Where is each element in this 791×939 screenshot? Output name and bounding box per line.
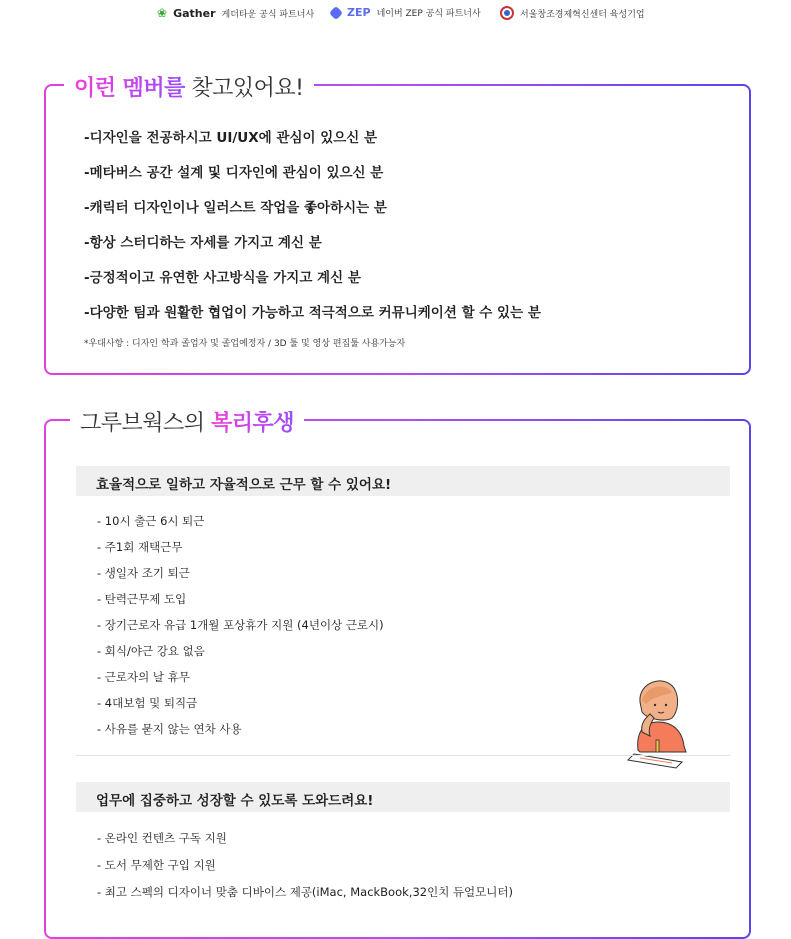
benefit-group-heading-text: 업무에 집중하고 성장할 수 있도록 도와드려요! bbox=[96, 793, 374, 809]
benefit-group-heading bbox=[76, 782, 730, 812]
partner-label: 네이버 ZEP 공식 파트너사 bbox=[376, 9, 481, 19]
benefit-item: - 생일자 조기 퇴근 bbox=[97, 566, 190, 580]
benefit-item: - 회식/야근 강요 없음 bbox=[97, 644, 205, 658]
benefits-title-text: 그루브웍스의 bbox=[80, 411, 212, 436]
section-divider bbox=[76, 755, 730, 756]
benefit-group-heading-text: 효율적으로 일하고 자율적으로 근무 할 수 있어요! bbox=[96, 477, 392, 493]
zep-icon bbox=[329, 5, 343, 19]
requirement-item: -메타버스 공간 설계 및 디자인에 관심이 있으신 분 bbox=[84, 165, 384, 181]
benefit-item: - 주1회 재택근무 bbox=[97, 540, 183, 554]
partner-gather bbox=[157, 6, 314, 20]
partner-brand: ZEP bbox=[347, 6, 371, 19]
benefit-item: - 10시 출근 6시 퇴근 bbox=[97, 514, 205, 528]
partner-brand: Gather bbox=[173, 6, 216, 20]
members-title-highlight: 이런 멤버를 bbox=[74, 76, 185, 101]
partner-seoul bbox=[500, 6, 645, 20]
preference-note: *우대사항 : 디자인 학과 졸업자 및 졸업예정자 / 3D 툴 및 영상 편집툴 사용가능자 bbox=[84, 339, 406, 349]
partner-strip bbox=[0, 6, 791, 24]
benefit-item: - 도서 무제한 구입 지원 bbox=[97, 858, 216, 872]
benefit-item: - 최고 스펙의 디자이너 맞춤 디바이스 제공(iMac, MackBook,32인치 듀얼모니터) bbox=[97, 885, 513, 899]
benefit-group-heading bbox=[76, 466, 730, 496]
benefit-item: - 4대보험 및 퇴직금 bbox=[97, 696, 198, 710]
requirement-item: -항상 스터디하는 자세를 가지고 계신 분 bbox=[84, 235, 322, 251]
seal-icon bbox=[500, 6, 514, 20]
requirement-item: -디자인을 전공하시고 UI/UX에 관심이 있으신 분 bbox=[84, 130, 378, 146]
partner-zep bbox=[331, 6, 481, 19]
requirement-item: -긍정적이고 유연한 사고방식을 가지고 계신 분 bbox=[84, 270, 361, 286]
benefits-title-highlight: 복리후생 bbox=[211, 411, 295, 436]
partner-label: 게더타운 공식 파트너사 bbox=[221, 9, 315, 20]
partner-label: 서울창조경제혁신센터 육성기업 bbox=[520, 9, 645, 20]
leaf-icon: ❀ bbox=[157, 6, 168, 20]
requirement-item: -캐릭터 디자인이나 일러스트 작업을 좋아하시는 분 bbox=[84, 200, 387, 216]
benefit-item: - 탄력근무제 도입 bbox=[97, 592, 187, 606]
benefit-item: - 장기근로자 유급 1개월 포상휴가 지원 (4년이상 근로시) bbox=[97, 618, 384, 632]
requirement-item: -다양한 팀과 원활한 협업이 가능하고 적극적으로 커뮤니케이션 할 수 있는 분 bbox=[84, 305, 541, 321]
benefit-item: - 온라인 컨텐츠 구독 지원 bbox=[97, 831, 227, 845]
benefit-item: - 사유를 묻지 않는 연차 사용 bbox=[97, 722, 242, 736]
benefits-title bbox=[70, 406, 304, 437]
members-title bbox=[64, 71, 314, 102]
benefit-item: - 근로자의 날 휴무 bbox=[97, 670, 190, 684]
members-title-text: 찾고있어요! bbox=[184, 76, 304, 101]
